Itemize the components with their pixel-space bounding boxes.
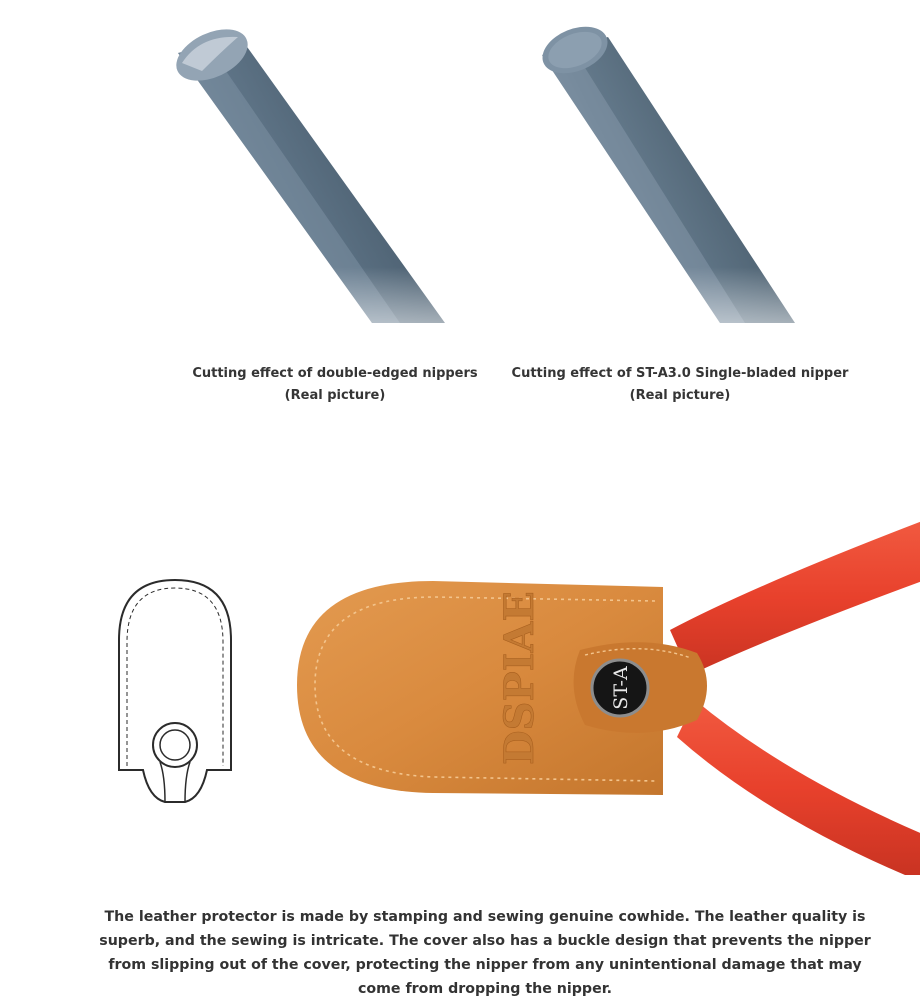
single-bladed-caption: [510, 363, 850, 407]
leather-cover-outline-drawing: [105, 570, 245, 815]
double-edged-caption-title: Cutting effect of double-edged nippers: [192, 366, 478, 381]
single-bladed-caption-title: Cutting effect of ST-A3.0 Single-bladed nipper: [511, 366, 849, 381]
single-bladed-caption-note: (Real picture): [629, 388, 731, 403]
double-edged-caption: [185, 363, 485, 407]
double-edged-cut-rod-image: [160, 15, 460, 330]
leather-cover-product-image: [285, 515, 920, 875]
double-edged-caption-note: (Real picture): [284, 388, 386, 403]
badge-label: ST-A: [610, 666, 632, 710]
leather-protector-description: The leather protector is made by stamping and sewing genuine cowhide. The leather quality is superb, and the sewing is intricate. The cover also has a buckle design that prevents the nipper from slipping out of the cover, protecting the nipper from any unintentional damage that may come from dropping the nipper.: [99, 909, 871, 997]
single-bladed-cut-rod-image: [530, 15, 810, 330]
brand-stamp: DSPIAE: [496, 591, 543, 765]
